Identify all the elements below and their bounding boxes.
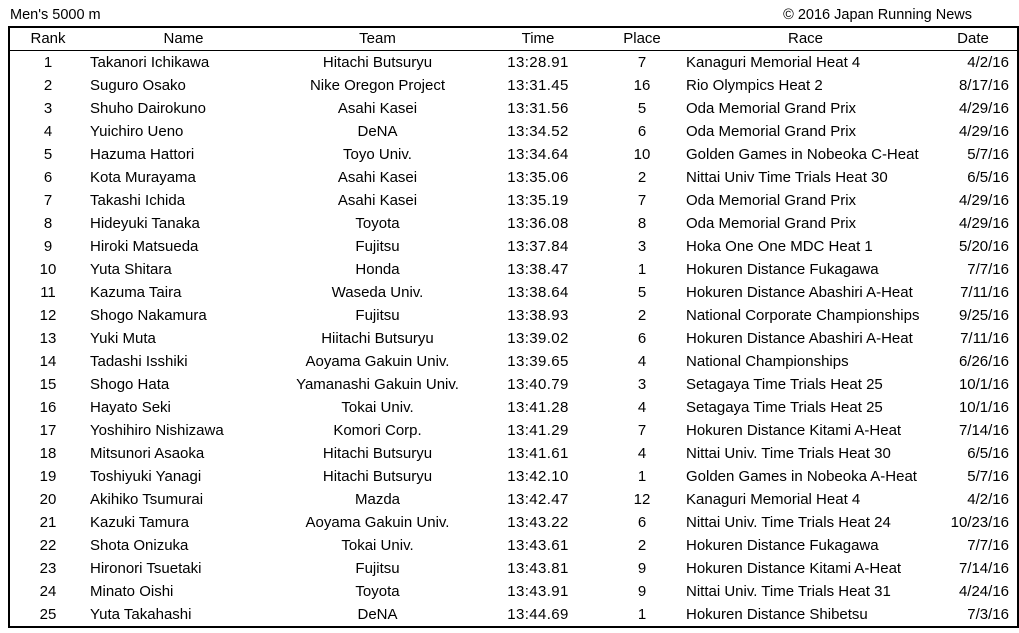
table-row <box>9 419 1018 442</box>
cell-rank: 12 <box>39 307 57 324</box>
cell-date: 7/14/16 <box>958 560 1009 577</box>
cell-place: 12 <box>633 491 651 508</box>
cell-rank: 19 <box>39 468 57 485</box>
page-title: Men's 5000 m <box>10 7 101 23</box>
cell-team: Aoyama Gakuin Univ. <box>305 514 450 531</box>
cell-rank: 21 <box>39 514 57 531</box>
cell-time: 13:31.56 <box>507 100 569 117</box>
cell-place: 6 <box>637 330 647 347</box>
cell-name: Shota Onizuka <box>90 537 189 554</box>
cell-rank: 6 <box>43 169 53 186</box>
cell-place: 3 <box>637 376 647 393</box>
cell-team: Komori Corp. <box>333 422 422 439</box>
cell-race: Kanaguri Memorial Heat 4 <box>686 491 861 508</box>
cell-place: 6 <box>637 514 647 531</box>
cell-name: Akihiko Tsumurai <box>90 491 204 508</box>
cell-team: Tokai Univ. <box>341 399 414 416</box>
cell-team: Asahi Kasei <box>337 192 418 209</box>
cell-date: 6/5/16 <box>967 169 1009 186</box>
cell-date: 10/1/16 <box>958 376 1009 393</box>
cell-rank: 24 <box>39 583 57 600</box>
cell-rank: 15 <box>39 376 57 393</box>
cell-team: Fujitsu <box>355 560 400 577</box>
cell-date: 4/2/16 <box>967 491 1009 508</box>
table-row <box>9 350 1018 373</box>
cell-date: 7/14/16 <box>958 422 1009 439</box>
cell-date: 4/29/16 <box>958 123 1009 140</box>
cell-date: 8/17/16 <box>958 77 1009 94</box>
cell-rank: 8 <box>43 215 53 232</box>
cell-rank: 17 <box>39 422 57 439</box>
cell-name: Tadashi Isshiki <box>90 353 188 370</box>
table-row <box>9 74 1018 97</box>
cell-race: Kanaguri Memorial Heat 4 <box>686 54 861 71</box>
cell-race: Hoka One One MDC Heat 1 <box>686 238 873 255</box>
cell-place: 1 <box>637 606 647 623</box>
cell-race: Hokuren Distance Kitami A-Heat <box>686 560 902 577</box>
cell-date: 4/29/16 <box>958 215 1009 232</box>
cell-time: 13:43.91 <box>507 583 569 600</box>
cell-place: 9 <box>637 560 647 577</box>
cell-time: 13:43.81 <box>507 560 569 577</box>
cell-team: Yamanashi Gakuin Univ. <box>296 376 459 393</box>
cell-name: Suguro Osako <box>90 77 186 94</box>
cell-team: DeNA <box>357 123 398 140</box>
cell-place: 5 <box>637 100 647 117</box>
table-row <box>9 281 1018 304</box>
cell-name: Kazuma Taira <box>90 284 182 301</box>
cell-date: 7/11/16 <box>960 330 1009 347</box>
cell-date: 6/26/16 <box>958 353 1009 370</box>
cell-date: 10/1/16 <box>958 399 1009 416</box>
cell-race: Hokuren Distance Shibetsu <box>686 606 868 623</box>
cell-team: Toyota <box>355 215 400 232</box>
cell-time: 13:39.65 <box>507 353 569 370</box>
cell-place: 4 <box>637 353 647 370</box>
cell-date: 7/7/16 <box>967 261 1009 278</box>
cell-date: 10/23/16 <box>950 514 1009 531</box>
cell-time: 13:34.64 <box>507 146 569 163</box>
table-row <box>9 212 1018 235</box>
cell-time: 13:37.84 <box>507 238 569 255</box>
cell-place: 7 <box>637 54 647 71</box>
column-header-place: Place <box>602 27 682 51</box>
cell-place: 2 <box>637 537 647 554</box>
cell-race: Oda Memorial Grand Prix <box>686 192 857 209</box>
results-table <box>8 26 1019 628</box>
copyright-notice: © 2016 Japan Running News <box>783 7 972 23</box>
cell-place: 7 <box>637 192 647 209</box>
cell-place: 2 <box>637 169 647 186</box>
cell-time: 13:38.47 <box>507 261 569 278</box>
table-row <box>9 557 1018 580</box>
table-row <box>9 442 1018 465</box>
table-row <box>9 235 1018 258</box>
cell-rank: 9 <box>43 238 53 255</box>
cell-team: Aoyama Gakuin Univ. <box>305 353 450 370</box>
cell-time: 13:43.61 <box>507 537 569 554</box>
cell-team: Asahi Kasei <box>337 100 418 117</box>
cell-name: Minato Oishi <box>90 583 174 600</box>
cell-place: 6 <box>637 123 647 140</box>
cell-race: Hokuren Distance Kitami A-Heat <box>686 422 902 439</box>
cell-team: Fujitsu <box>355 238 400 255</box>
cell-race: Oda Memorial Grand Prix <box>686 100 857 117</box>
cell-race: Golden Games in Nobeoka C-Heat <box>686 146 919 163</box>
cell-place: 4 <box>637 445 647 462</box>
cell-name: Hironori Tsuetaki <box>90 560 202 577</box>
table-row <box>9 488 1018 511</box>
cell-date: 5/7/16 <box>967 468 1009 485</box>
cell-name: Yoshihiro Nishizawa <box>90 422 224 439</box>
cell-rank: 14 <box>39 353 57 370</box>
table-header <box>9 27 1018 51</box>
column-header-name: Name <box>86 27 281 51</box>
cell-race: National Corporate Championships <box>686 307 920 324</box>
cell-time: 13:44.69 <box>507 606 569 623</box>
cell-place: 5 <box>637 284 647 301</box>
cell-place: 10 <box>633 146 651 163</box>
cell-team: Fujitsu <box>355 307 400 324</box>
cell-place: 16 <box>633 77 651 94</box>
cell-time: 13:38.64 <box>507 284 569 301</box>
cell-team: Hitachi Butsuryu <box>322 468 433 485</box>
cell-place: 8 <box>637 215 647 232</box>
cell-name: Mitsunori Asaoka <box>90 445 205 462</box>
cell-date: 9/25/16 <box>958 307 1009 324</box>
table-row <box>9 143 1018 166</box>
cell-team: Toyo Univ. <box>343 146 412 163</box>
cell-rank: 13 <box>39 330 57 347</box>
cell-date: 7/11/16 <box>960 284 1009 301</box>
table-row <box>9 304 1018 327</box>
cell-race: Hokuren Distance Abashiri A-Heat <box>686 330 913 347</box>
cell-date: 5/20/16 <box>958 238 1009 255</box>
cell-date: 4/2/16 <box>967 54 1009 71</box>
cell-race: Setagaya Time Trials Heat 25 <box>686 399 883 416</box>
cell-place: 1 <box>637 261 647 278</box>
cell-race: Hokuren Distance Abashiri A-Heat <box>686 284 913 301</box>
cell-date: 7/7/16 <box>967 537 1009 554</box>
cell-time: 13:39.02 <box>507 330 569 347</box>
table-row <box>9 580 1018 603</box>
cell-rank: 23 <box>39 560 57 577</box>
cell-name: Yuta Takahashi <box>90 606 192 623</box>
column-header-race: Race <box>682 27 929 51</box>
cell-race: Oda Memorial Grand Prix <box>686 123 857 140</box>
cell-team: Hiitachi Butsuryu <box>321 330 434 347</box>
cell-team: Tokai Univ. <box>341 537 414 554</box>
cell-team: Toyota <box>355 583 400 600</box>
cell-name: Yuta Shitara <box>90 261 172 278</box>
cell-name: Shogo Nakamura <box>90 307 207 324</box>
cell-name: Yuki Muta <box>90 330 156 347</box>
table-row <box>9 120 1018 143</box>
cell-time: 13:35.06 <box>507 169 569 186</box>
header-row <box>9 27 1018 51</box>
cell-rank: 4 <box>43 123 53 140</box>
cell-place: 1 <box>637 468 647 485</box>
cell-rank: 5 <box>43 146 53 163</box>
cell-name: Hideyuki Tanaka <box>90 215 200 232</box>
cell-place: 7 <box>637 422 647 439</box>
cell-race: Nittai Univ Time Trials Heat 30 <box>686 169 888 186</box>
column-header-team: Team <box>281 27 474 51</box>
table-row <box>9 51 1018 75</box>
table-row <box>9 166 1018 189</box>
cell-name: Shogo Hata <box>90 376 170 393</box>
cell-time: 13:28.91 <box>507 54 569 71</box>
cell-team: Hitachi Butsuryu <box>322 54 433 71</box>
cell-race: Nittai Univ. Time Trials Heat 31 <box>686 583 891 600</box>
cell-name: Shuho Dairokuno <box>90 100 206 117</box>
table-row <box>9 534 1018 557</box>
cell-place: 2 <box>637 307 647 324</box>
cell-name: Hayato Seki <box>90 399 171 416</box>
cell-time: 13:41.61 <box>507 445 569 462</box>
cell-time: 13:31.45 <box>507 77 569 94</box>
cell-rank: 25 <box>39 606 57 623</box>
cell-date: 4/29/16 <box>958 100 1009 117</box>
table-body <box>9 51 1018 628</box>
cell-rank: 18 <box>39 445 57 462</box>
cell-time: 13:38.93 <box>507 307 569 324</box>
cell-date: 4/24/16 <box>958 583 1009 600</box>
cell-time: 13:35.19 <box>507 192 569 209</box>
cell-rank: 16 <box>39 399 57 416</box>
table-row <box>9 327 1018 350</box>
cell-rank: 10 <box>39 261 57 278</box>
cell-date: 7/3/16 <box>967 606 1009 623</box>
table-row <box>9 603 1018 627</box>
cell-race: Rio Olympics Heat 2 <box>686 77 823 94</box>
table-row <box>9 511 1018 534</box>
cell-race: Oda Memorial Grand Prix <box>686 215 857 232</box>
column-header-date: Date <box>929 27 1018 51</box>
cell-race: Nittai Univ. Time Trials Heat 30 <box>686 445 891 462</box>
cell-name: Hiroki Matsueda <box>90 238 199 255</box>
cell-place: 9 <box>637 583 647 600</box>
cell-time: 13:42.47 <box>507 491 569 508</box>
cell-team: DeNA <box>357 606 398 623</box>
cell-race: Setagaya Time Trials Heat 25 <box>686 376 883 393</box>
cell-race: Hokuren Distance Fukagawa <box>686 261 879 278</box>
cell-team: Mazda <box>354 491 401 508</box>
cell-team: Asahi Kasei <box>337 169 418 186</box>
cell-time: 13:42.10 <box>507 468 569 485</box>
cell-team: Nike Oregon Project <box>309 77 446 94</box>
cell-rank: 11 <box>40 284 56 301</box>
cell-place: 3 <box>637 238 647 255</box>
cell-name: Takanori Ichikawa <box>90 54 210 71</box>
cell-name: Toshiyuki Yanagi <box>90 468 202 485</box>
column-header-time: Time <box>474 27 602 51</box>
cell-time: 13:34.52 <box>507 123 569 140</box>
cell-rank: 20 <box>39 491 57 508</box>
cell-name: Kazuki Tamura <box>90 514 189 531</box>
cell-name: Hazuma Hattori <box>90 146 195 163</box>
cell-time: 13:43.22 <box>507 514 569 531</box>
cell-rank: 22 <box>39 537 57 554</box>
cell-date: 4/29/16 <box>958 192 1009 209</box>
cell-time: 13:41.28 <box>507 399 569 416</box>
cell-name: Kota Murayama <box>90 169 196 186</box>
title-bar <box>10 5 972 25</box>
cell-team: Honda <box>355 261 400 278</box>
cell-race: Nittai Univ. Time Trials Heat 24 <box>686 514 891 531</box>
table-row <box>9 465 1018 488</box>
cell-time: 13:40.79 <box>507 376 569 393</box>
cell-date: 6/5/16 <box>967 445 1009 462</box>
cell-rank: 1 <box>43 54 53 71</box>
cell-team: Hitachi Butsuryu <box>322 445 433 462</box>
table-row <box>9 258 1018 281</box>
cell-date: 5/7/16 <box>967 146 1009 163</box>
table-row <box>9 97 1018 120</box>
cell-race: Hokuren Distance Fukagawa <box>686 537 879 554</box>
cell-rank: 3 <box>43 100 53 117</box>
column-header-rank: Rank <box>9 27 86 51</box>
cell-place: 4 <box>637 399 647 416</box>
cell-race: Golden Games in Nobeoka A-Heat <box>686 468 917 485</box>
cell-time: 13:36.08 <box>507 215 569 232</box>
cell-race: National Championships <box>686 353 849 370</box>
cell-name: Takashi Ichida <box>90 192 186 209</box>
cell-time: 13:41.29 <box>507 422 569 439</box>
cell-team: Waseda Univ. <box>331 284 424 301</box>
cell-rank: 2 <box>43 77 53 94</box>
table-row <box>9 396 1018 419</box>
table-row <box>9 189 1018 212</box>
cell-rank: 7 <box>43 192 53 209</box>
cell-name: Yuichiro Ueno <box>90 123 184 140</box>
table-row <box>9 373 1018 396</box>
